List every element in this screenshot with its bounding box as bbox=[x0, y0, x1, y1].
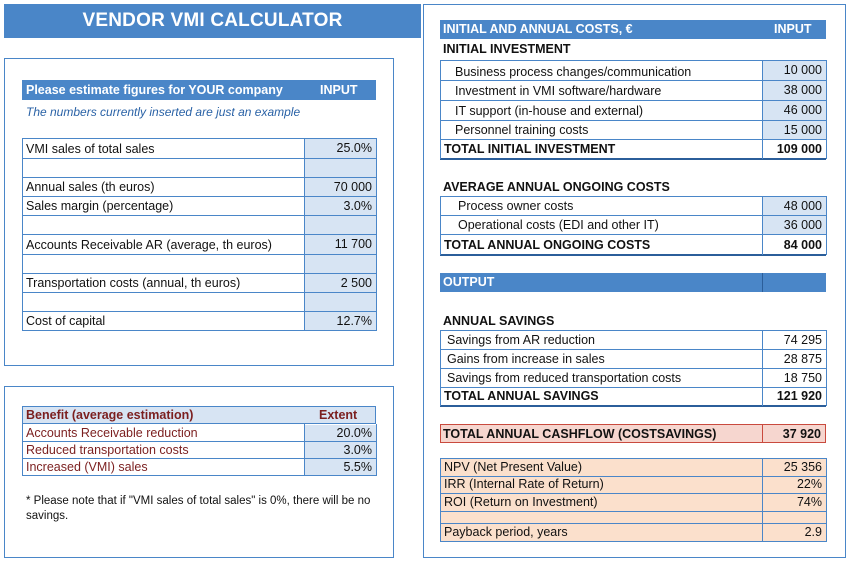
benefit-header bbox=[22, 406, 376, 424]
blank-input-cell[interactable] bbox=[305, 216, 376, 234]
operational-costs-input[interactable]: 36 000 bbox=[763, 216, 826, 234]
annual-sales-label: Annual sales (th euros) bbox=[26, 180, 155, 194]
roi-value: 74% bbox=[796, 495, 822, 509]
vmi-software-label: Investment in VMI software/hardware bbox=[455, 84, 662, 98]
initial-investment-title: INITIAL INVESTMENT bbox=[443, 42, 571, 56]
output-header bbox=[440, 273, 826, 292]
npv-value: 25 356 bbox=[783, 460, 822, 474]
cashflow-label: TOTAL ANNUAL CASHFLOW (COSTSAVINGS) bbox=[443, 427, 717, 441]
total-annual-label: TOTAL ANNUAL ONGOING COSTS bbox=[444, 238, 651, 252]
sales-gains-value: 28 875 bbox=[783, 352, 822, 366]
vmi-sales-label: VMI sales of total sales bbox=[26, 142, 155, 156]
example-note: The numbers currently inserted are just an example bbox=[26, 105, 301, 119]
process-changes-label: Business process changes/communication bbox=[455, 65, 692, 79]
cost-of-capital-input[interactable]: 12.7% bbox=[305, 312, 376, 330]
total-annual-value: 84 000 bbox=[783, 238, 822, 252]
cashflow-value: 37 920 bbox=[782, 427, 821, 441]
blank-input-cell[interactable] bbox=[305, 159, 376, 177]
transport-savings-value: 18 750 bbox=[783, 371, 822, 385]
npv-label: NPV (Net Present Value) bbox=[444, 460, 583, 474]
process-changes-input[interactable]: 10 000 bbox=[763, 61, 826, 80]
cashflow-row bbox=[440, 424, 826, 443]
total-initial-value: 109 000 bbox=[776, 142, 822, 156]
company-input-header-input: INPUT bbox=[320, 83, 358, 97]
output-header-label: OUTPUT bbox=[443, 275, 495, 289]
vmi-sales-input[interactable]: 25.0% bbox=[305, 139, 376, 158]
blank-input-cell[interactable] bbox=[305, 255, 376, 273]
sales-margin-label: Sales margin (percentage) bbox=[26, 199, 174, 213]
ar-reduction-label: Accounts Receivable reduction bbox=[26, 426, 198, 440]
transportation-costs-input[interactable]: 2 500 bbox=[305, 274, 376, 292]
vmi-software-input[interactable]: 38 000 bbox=[763, 81, 826, 100]
blank-input-cell[interactable] bbox=[305, 293, 376, 311]
ar-reduction-input[interactable]: 20.0% bbox=[305, 425, 376, 441]
company-input-header bbox=[22, 80, 376, 100]
cost-of-capital-label: Cost of capital bbox=[26, 314, 106, 328]
page-title: VENDOR VMI CALCULATOR bbox=[4, 4, 421, 38]
transportation-costs-label: Transportation costs (annual, th euros) bbox=[26, 276, 241, 290]
process-owner-label: Process owner costs bbox=[458, 199, 574, 213]
increased-sales-input[interactable]: 5.5% bbox=[305, 459, 376, 475]
ar-savings-value: 74 295 bbox=[783, 333, 822, 347]
sales-gains-label: Gains from increase in sales bbox=[447, 352, 605, 366]
annual-ongoing-title: AVERAGE ANNUAL ONGOING COSTS bbox=[443, 180, 670, 194]
total-savings-value: 121 920 bbox=[776, 389, 822, 403]
payback-label: Payback period, years bbox=[444, 525, 568, 539]
roi-label: ROI (Return on Investment) bbox=[444, 495, 598, 509]
annual-sales-input[interactable]: 70 000 bbox=[305, 178, 376, 196]
training-costs-label: Personnel training costs bbox=[455, 123, 589, 137]
benefit-header-extent: Extent bbox=[319, 408, 358, 422]
sales-margin-input[interactable]: 3.0% bbox=[305, 197, 376, 215]
benefit-header-label: Benefit (average estimation) bbox=[26, 408, 194, 422]
irr-value: 22% bbox=[796, 477, 822, 491]
company-input-header-label: Please estimate figures for YOUR company bbox=[26, 83, 283, 97]
vmi-footnote: * Please note that if "VMI sales of total sales" is 0%, there will be no savings. bbox=[26, 495, 371, 522]
training-costs-input[interactable]: 15 000 bbox=[763, 121, 826, 139]
operational-costs-label: Operational costs (EDI and other IT) bbox=[458, 218, 659, 232]
irr-label: IRR (Internal Rate of Return) bbox=[444, 477, 604, 491]
it-support-label: IT support (in-house and external) bbox=[455, 104, 644, 118]
accounts-receivable-input[interactable]: 11 700 bbox=[305, 235, 376, 254]
transport-savings-label: Savings from reduced transportation costs bbox=[447, 371, 682, 385]
reduced-transport-input[interactable]: 3.0% bbox=[305, 442, 376, 458]
payback-value: 2.9 bbox=[804, 525, 822, 539]
increased-sales-label: Increased (VMI) sales bbox=[26, 460, 148, 474]
annual-savings-title: ANNUAL SAVINGS bbox=[443, 314, 555, 328]
accounts-receivable-label: Accounts Receivable AR (average, th euros) bbox=[26, 238, 272, 252]
total-savings-label: TOTAL ANNUAL SAVINGS bbox=[444, 389, 599, 403]
costs-header-input: INPUT bbox=[774, 22, 812, 36]
costs-header bbox=[440, 20, 826, 39]
reduced-transport-label: Reduced transportation costs bbox=[26, 443, 189, 457]
it-support-input[interactable]: 46 000 bbox=[763, 101, 826, 120]
costs-header-label: INITIAL AND ANNUAL COSTS, € bbox=[443, 22, 633, 36]
process-owner-input[interactable]: 48 000 bbox=[763, 197, 826, 215]
ar-savings-label: Savings from AR reduction bbox=[447, 333, 595, 347]
total-initial-label: TOTAL INITIAL INVESTMENT bbox=[444, 142, 616, 156]
